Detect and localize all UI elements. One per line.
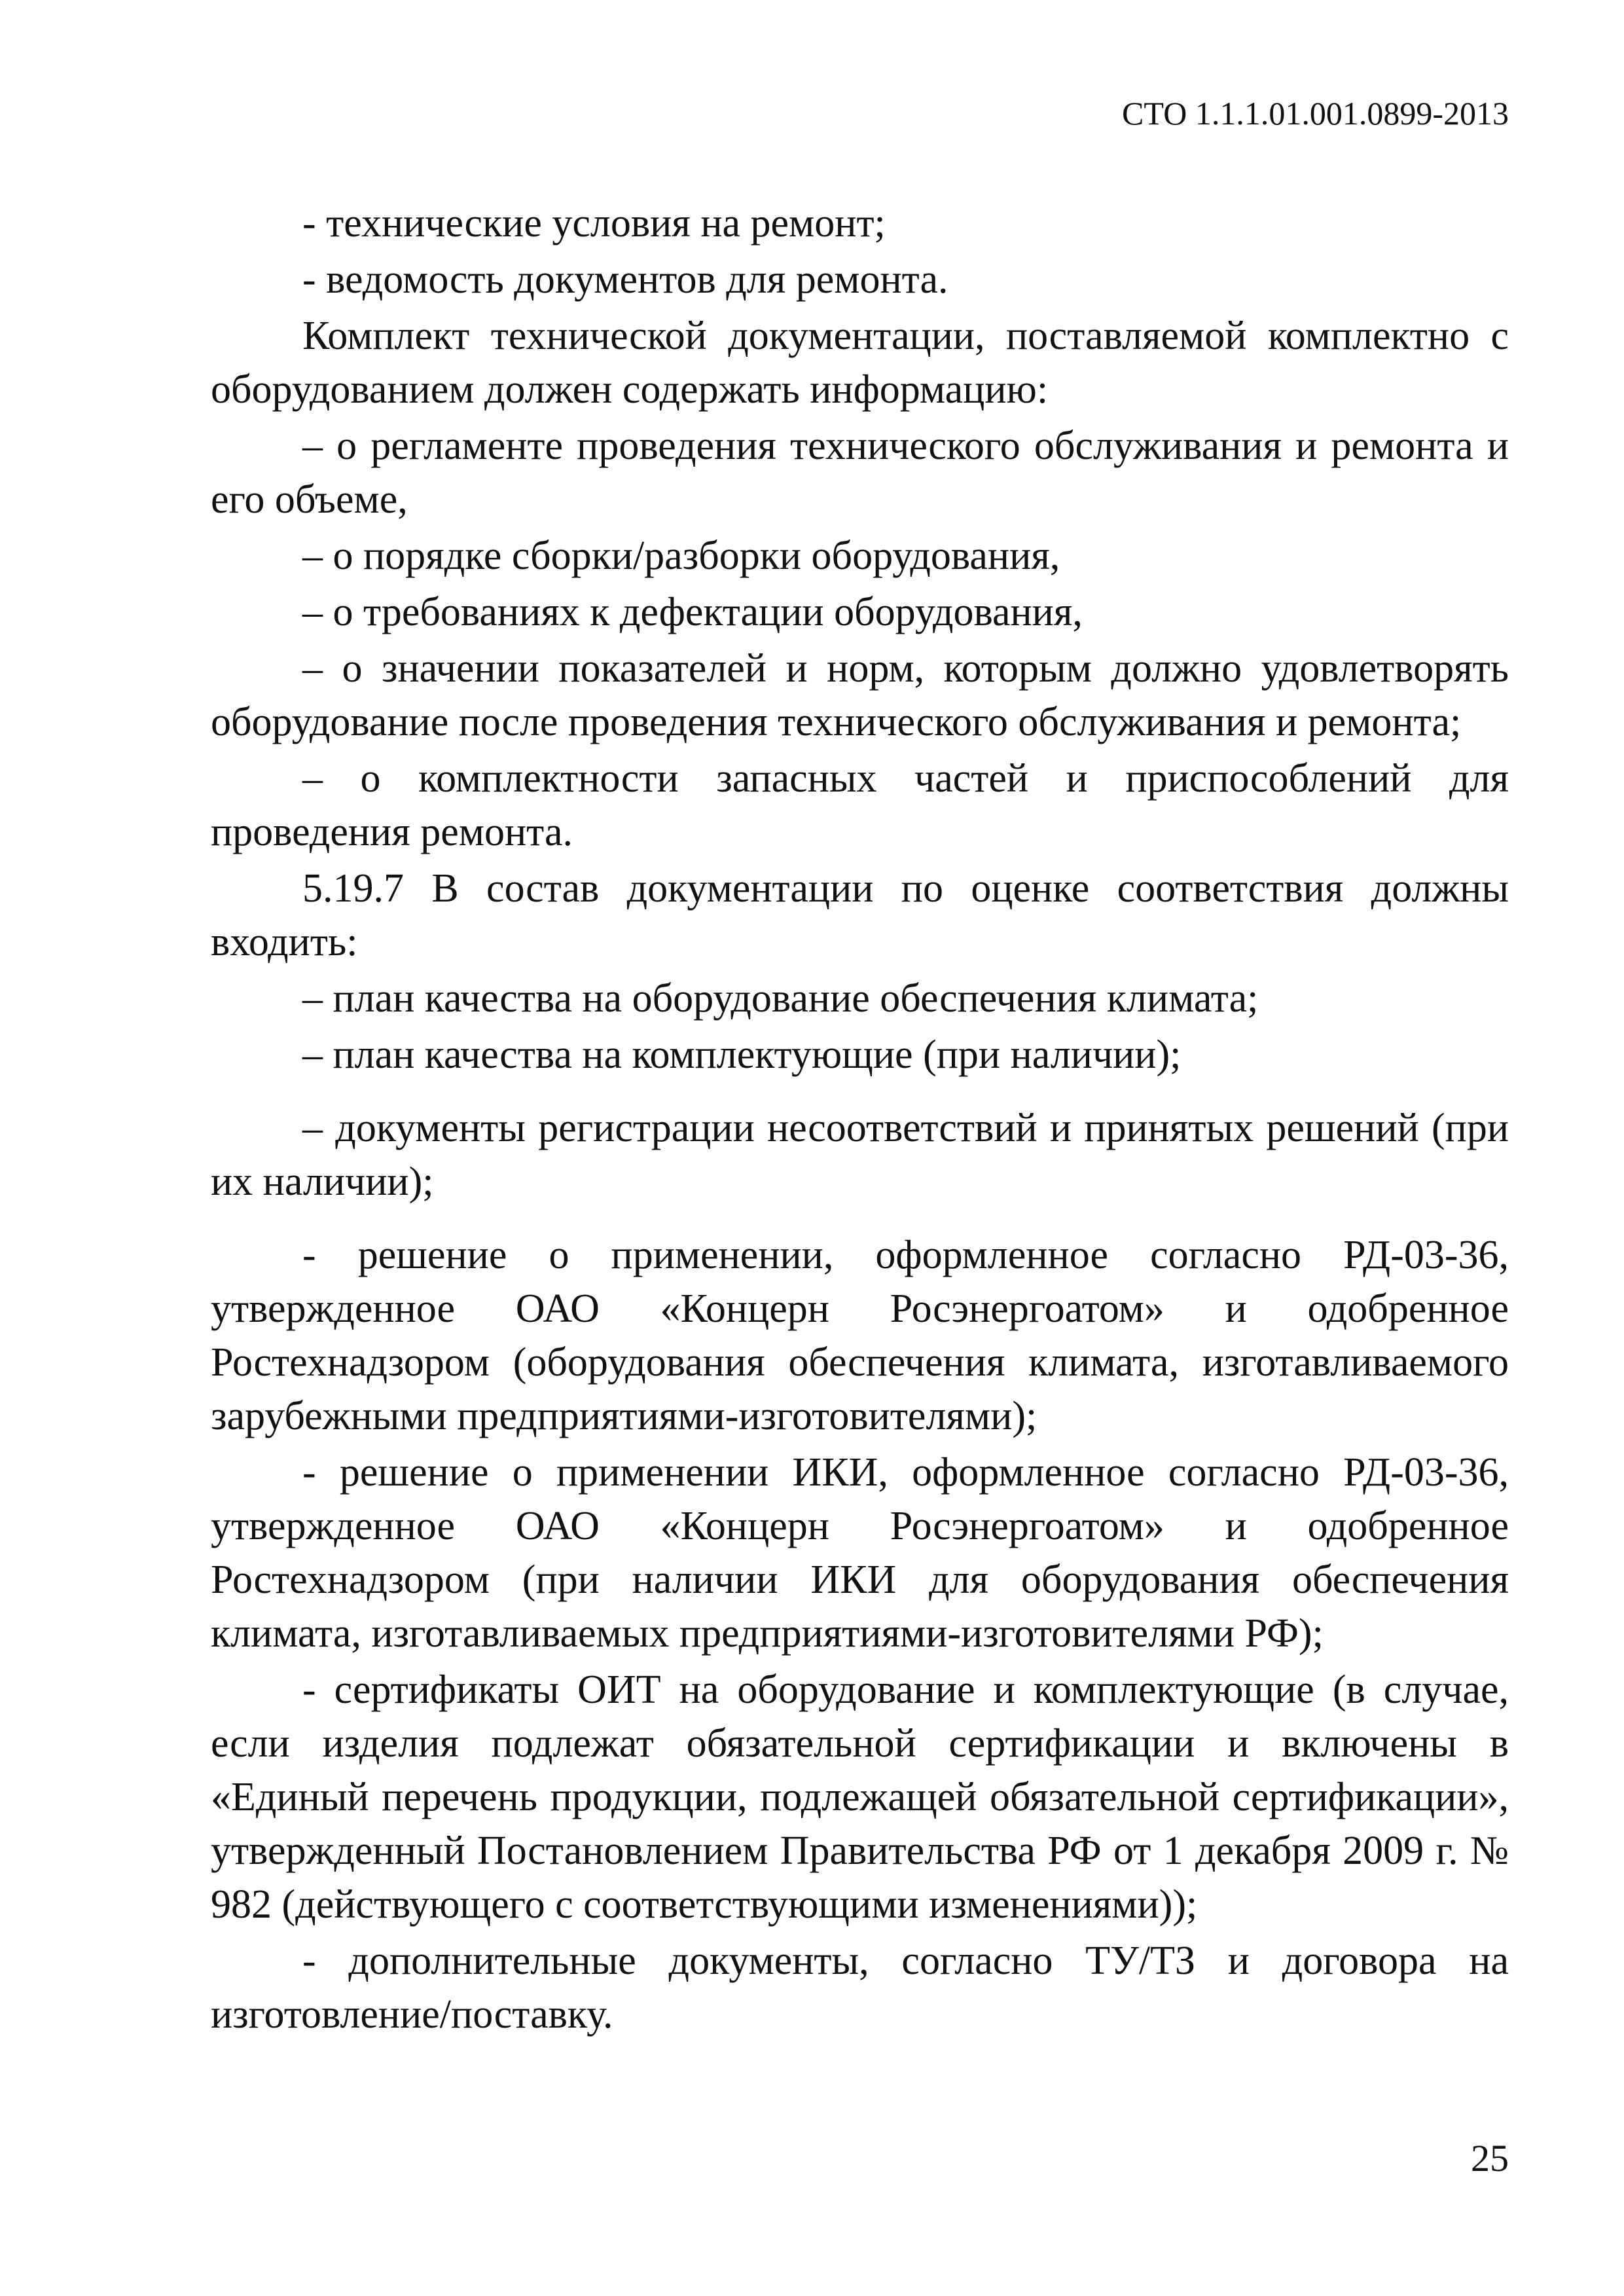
paragraph-quality-plan-equipment: – план качества на оборудование обеспечения климата; <box>302 976 1259 1021</box>
paragraph-iki-decision: - решение о применении ИКИ, оформленное согласно РД-03-36, утвержденное ОАО «Концерн Росэнергоатом» и одобренное Ростехнадзором (при наличии ИКИ для оборудования обеспечения климата, изготавливаемых предприятиями-изготовителями РФ); <box>211 1450 1509 1656</box>
paragraph-assembly-order: – о порядке сборки/разборки оборудования, <box>302 534 1060 578</box>
paragraph-section-5-19-7: 5.19.7 В состав документации по оценке соответствия должны входить: <box>211 866 1509 964</box>
paragraph-indicator-values: – о значении показателей и норм, которым должно удовлетворять оборудование после проведения технического обслуживания и ремонта; <box>211 646 1509 744</box>
paragraph-maintenance-regulations: – о регламенте проведения технического обслуживания и ремонта и его объеме, <box>211 424 1509 522</box>
page-number: 25 <box>1471 2137 1509 2179</box>
paragraph-nonconformity-docs: – документы регистрации несоответствий и принятых решений (при их наличии); <box>211 1106 1509 1204</box>
paragraph-certificates: - сертификаты ОИТ на оборудование и комплектующие (в случае, если изделия подлежат обязательной сертификации и включены в «Единый перечень продукции, подлежащей обязательной сертификации», утвержденный Постановлением Правительства РФ от 1 декабря 2009 г. № 982 (действующего с соответствующими изменениями)); <box>211 1667 1509 1927</box>
paragraph-spare-parts: – о комплектности запасных частей и приспособлений для проведения ремонта. <box>211 756 1509 854</box>
paragraph-quality-plan-components: – план качества на комплектующие (при наличии); <box>302 1032 1182 1077</box>
paragraph-application-decision: - решение о применении, оформленное согласно РД-03-36, утвержденное ОАО «Концерн Росэнергоатом» и одобренное Ростехнадзором (оборудования обеспечения климата, изготавливаемого зарубежными предприятиями-изготовителями); <box>211 1233 1509 1438</box>
paragraph-repair-specs: - технические условия на ремонт; <box>302 201 886 246</box>
document-body <box>211 196 1509 2044</box>
paragraph-doc-set-intro: Комплект технической документации, поставляемой комплектно с оборудованием должен содержать информацию: <box>211 314 1509 412</box>
paragraph-defect-requirements: – о требованиях к дефектации оборудования, <box>302 590 1083 634</box>
document-code: СТО 1.1.1.01.001.0899-2013 <box>1122 95 1509 132</box>
paragraph-additional-docs: - дополнительные документы, согласно ТУ/ТЗ и договора на изготовление/поставку. <box>211 1939 1509 2037</box>
paragraph-repair-docs-list: - ведомость документов для ремонта. <box>302 257 948 302</box>
